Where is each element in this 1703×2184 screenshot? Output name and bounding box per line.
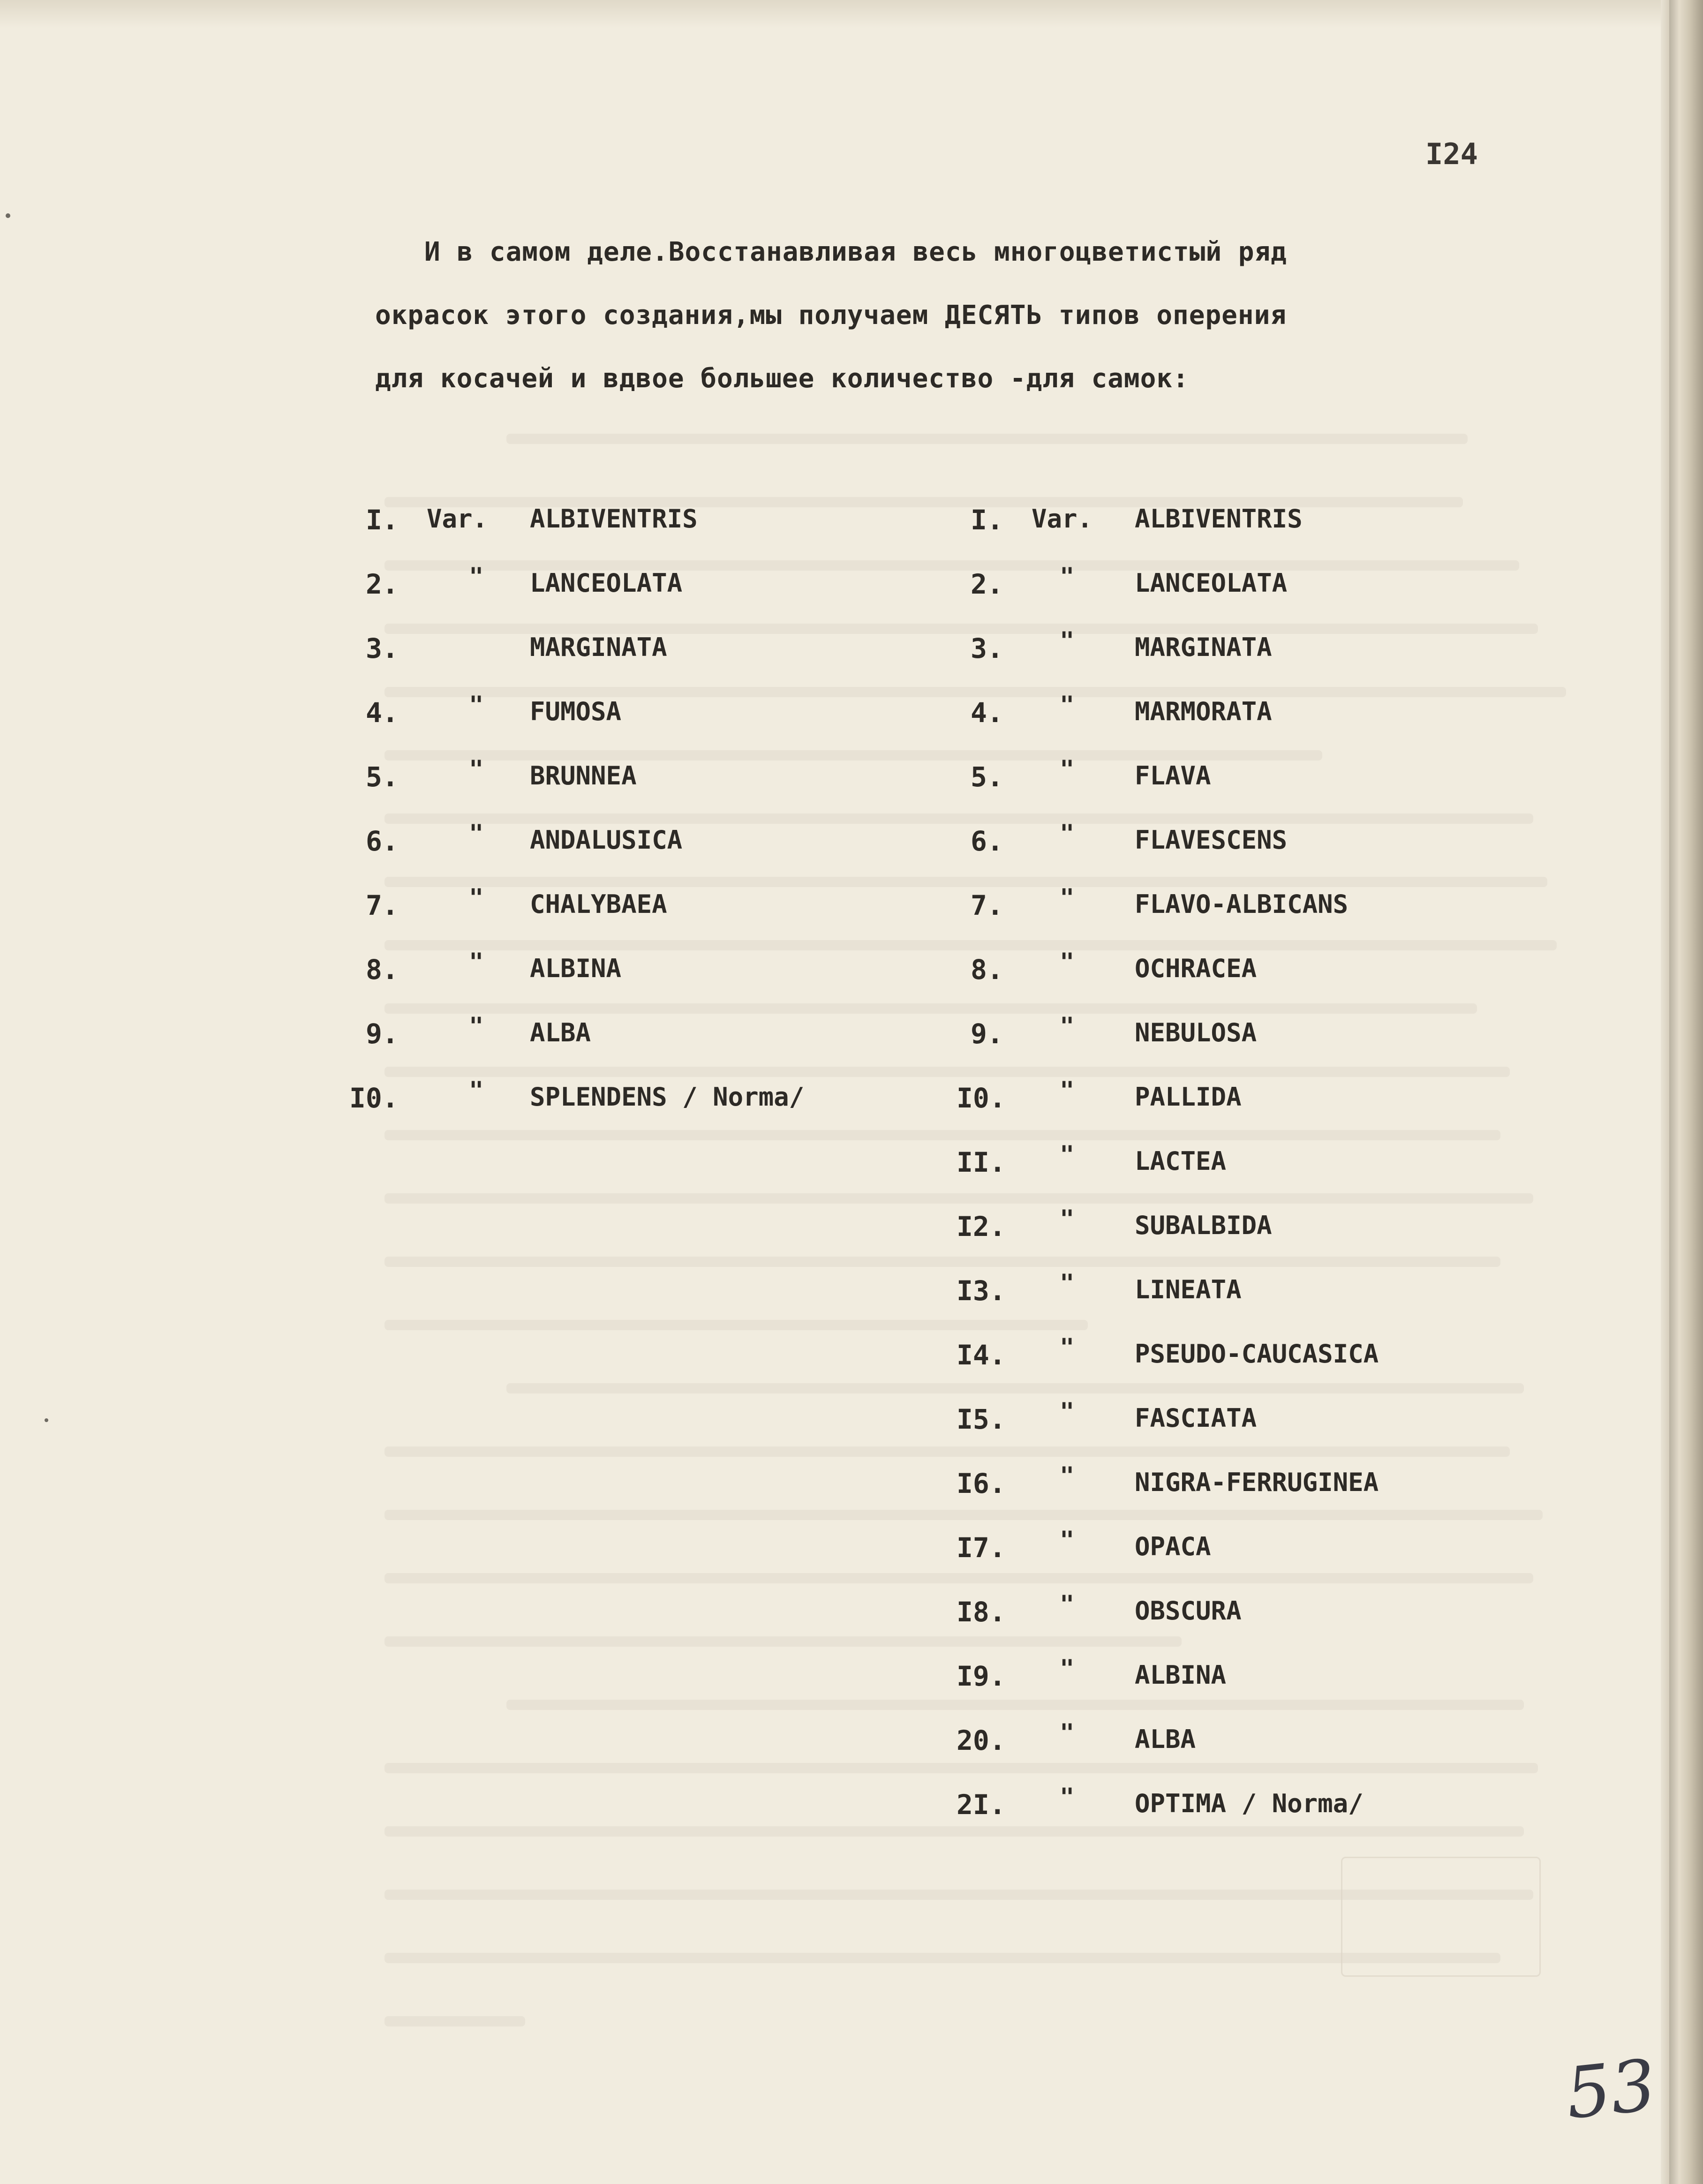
list-item-mark: " [469, 1012, 484, 1040]
list-item-mark: Var. [427, 504, 488, 534]
list-item-mark: " [469, 820, 484, 848]
list-item-mark: " [1060, 691, 1075, 719]
list-item-number: I2. [957, 1211, 1006, 1243]
list-item-number: 4. [971, 697, 1003, 729]
list-item-name: LANCEOLATA [1135, 568, 1288, 598]
list-item-name: OCHRACEA [1135, 954, 1257, 983]
list-item-number: I5. [957, 1403, 1006, 1435]
list-item-mark: " [1060, 1655, 1075, 1683]
list-item-name: FLAVO-ALBICANS [1135, 889, 1349, 919]
list-item-number: II. [957, 1146, 1006, 1178]
list-item-number: 5. [971, 761, 1003, 793]
list-item-name: ALBINA [530, 954, 622, 983]
list-item-mark: " [1060, 755, 1075, 783]
list-item-number: 2. [971, 568, 1003, 600]
list-item-mark: Var. [1032, 504, 1093, 534]
list-item-name: BRUNNEA [530, 761, 637, 791]
list-item-mark: " [1060, 1590, 1075, 1619]
page-number: I24 [1425, 137, 1478, 171]
list-item-name: LANCEOLATA [530, 568, 683, 598]
list-item-name: ALBA [1135, 1725, 1196, 1754]
list-item-name: ALBA [530, 1018, 591, 1047]
intro-line-3: для косачей и вдвое большее количество -для самок: [375, 363, 1189, 394]
list-item-mark: " [1060, 1719, 1075, 1747]
faded-stamp [1341, 1857, 1541, 1977]
list-item-mark: " [1060, 1077, 1075, 1105]
list-item-name: MARGINATA [530, 633, 667, 662]
list-item-number: 7. [366, 889, 399, 921]
list-item-number: 6. [366, 825, 399, 857]
list-item-mark: " [469, 755, 484, 783]
list-item-number: 5. [366, 761, 399, 793]
list-item-name: PALLIDA [1135, 1082, 1242, 1112]
list-item-name: SUBALBIDA [1135, 1211, 1272, 1240]
list-item-name: LINEATA [1135, 1275, 1242, 1304]
list-item-mark: " [469, 1077, 484, 1105]
list-item-number: 4. [366, 697, 399, 729]
list-item-mark: " [1060, 1269, 1075, 1297]
list-item-name: ALBIVENTRIS [530, 504, 698, 534]
list-item-number: I. [971, 504, 1003, 536]
list-item-mark: " [1060, 1526, 1075, 1554]
list-item-name: CHALYBAEA [530, 889, 667, 919]
list-item-mark: " [1060, 884, 1075, 912]
list-item-name: OPACA [1135, 1532, 1211, 1561]
list-item-name: OPTIMA / Norma/ [1135, 1789, 1364, 1818]
list-item-mark: " [469, 691, 484, 719]
list-item-number: 6. [971, 825, 1003, 857]
list-item-number: 8. [971, 954, 1003, 986]
list-item-number: 7. [971, 889, 1003, 921]
list-item-name: PSEUDO-CAUCASICA [1135, 1339, 1379, 1369]
list-item-number: 9. [366, 1018, 399, 1050]
list-item-mark: " [1060, 563, 1075, 591]
list-item-number: I9. [957, 1660, 1006, 1692]
list-item-number: 8. [366, 954, 399, 986]
list-item-mark: " [469, 884, 484, 912]
paper-speck [45, 1418, 48, 1422]
list-item-number: I3. [957, 1275, 1006, 1307]
list-item-mark: " [1060, 1783, 1075, 1811]
page-edge-shadow [1661, 0, 1669, 2184]
list-item-number: I4. [957, 1339, 1006, 1371]
list-item-number: I. [366, 504, 399, 536]
archive-folio-number: 53 [1562, 2044, 1660, 2135]
list-item-number: I7. [957, 1532, 1006, 1564]
list-item-name: SPLENDENS / Norma/ [530, 1082, 805, 1112]
list-item-mark: " [1060, 820, 1075, 848]
list-item-name: MARMORATA [1135, 697, 1272, 726]
list-item-mark: " [1060, 1333, 1075, 1362]
list-item-number: 3. [366, 633, 399, 664]
list-item-name: ALBIVENTRIS [1135, 504, 1303, 534]
list-item-name: OBSCURA [1135, 1596, 1242, 1626]
intro-line-2: окрасок этого создания,мы получаем ДЕСЯТЬ типов оперения [375, 300, 1287, 331]
list-item-mark: " [1060, 1462, 1075, 1490]
list-item-mark: " [1060, 1398, 1075, 1426]
list-item-number: I0. [349, 1082, 399, 1114]
list-item-mark: " [469, 948, 484, 976]
list-item-name: NIGRA-FERRUGINEA [1135, 1468, 1379, 1497]
list-item-name: NEBULOSA [1135, 1018, 1257, 1047]
list-item-number: 2I. [957, 1789, 1006, 1821]
stacked-pages-edge [1669, 0, 1703, 2184]
list-item-number: 2. [366, 568, 399, 600]
list-item-name: FASCIATA [1135, 1403, 1257, 1433]
paper-speck [6, 213, 10, 218]
intro-line-1: И в самом деле.Восстанавливая весь многоцветистый ряд [424, 237, 1287, 267]
list-item-name: LACTEA [1135, 1146, 1227, 1176]
list-item-mark: " [1060, 1012, 1075, 1040]
list-item-mark: " [1060, 948, 1075, 976]
list-item-name: FUMOSA [530, 697, 622, 726]
list-item-number: 9. [971, 1018, 1003, 1050]
list-item-number: 20. [957, 1725, 1006, 1756]
list-item-mark: " [1060, 627, 1075, 655]
list-item-number: 3. [971, 633, 1003, 664]
list-item-mark: " [1060, 1141, 1075, 1169]
list-item-name: FLAVA [1135, 761, 1211, 791]
list-item-name: ALBINA [1135, 1660, 1227, 1690]
list-item-mark: " [1060, 1205, 1075, 1233]
list-item-name: FLAVESCENS [1135, 825, 1288, 855]
list-item-number: I6. [957, 1468, 1006, 1499]
list-item-number: I0. [957, 1082, 1006, 1114]
list-item-name: MARGINATA [1135, 633, 1272, 662]
list-item-name: ANDALUSICA [530, 825, 683, 855]
list-item-number: I8. [957, 1596, 1006, 1628]
list-item-mark: " [469, 563, 484, 591]
